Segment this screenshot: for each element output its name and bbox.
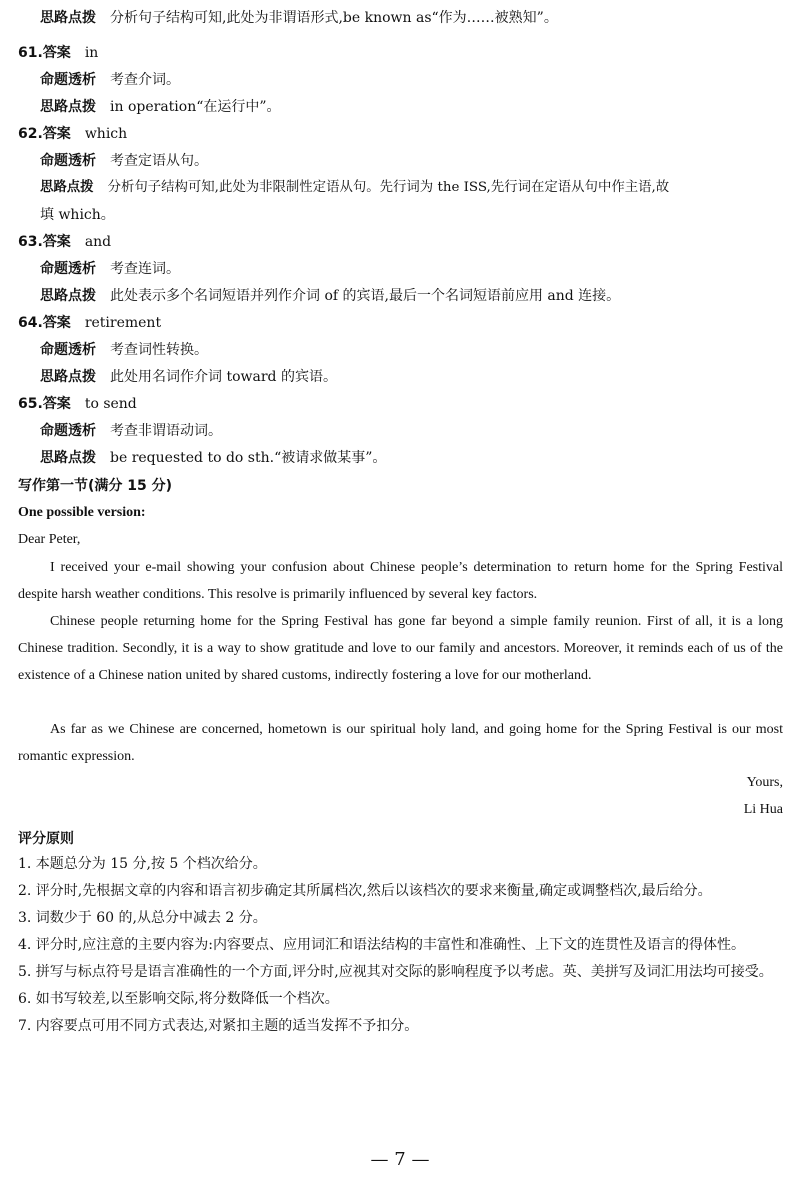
answer-text: to send xyxy=(84,396,137,412)
writing-section-title: 写作第一节(满分 15 分) xyxy=(18,478,173,494)
answer-line-62 xyxy=(18,124,127,144)
analysis-text: 分析句子结构可知,此处为非限制性定语从句。先行词为 the ISS,先行词在定语从句中作主语,故 xyxy=(107,180,670,195)
answer-label: 答案 xyxy=(42,396,71,412)
analysis-line-60 xyxy=(40,8,558,28)
insight-line-64 xyxy=(40,340,208,360)
question-number: 63. xyxy=(18,234,43,250)
answer-line-64 xyxy=(18,313,161,333)
question-number: 61. xyxy=(18,45,43,61)
rule-2: 2. 评分时,先根据文章的内容和语言初步确定其所属档次,然后以该档次的要求来衡量,确定或调整档次,最后给分。 xyxy=(18,883,712,899)
paragraph-text: I received your e-mail showing your confusion about Chinese people’s determination to return home for the Spring Festival despite harsh weather conditions. This resolve is primarily influenced by several key factors. xyxy=(18,560,783,602)
analysis-text: 分析句子结构可知,此处为非谓语形式,be known as“作为……被熟知”。 xyxy=(110,10,558,26)
insight-label: 命题透析 xyxy=(40,342,96,358)
insight-label: 命题透析 xyxy=(40,153,96,169)
insight-line-61 xyxy=(40,70,180,90)
analysis-line-64 xyxy=(40,367,337,387)
rule-5: 5. 拼写与标点符号是语言准确性的一个方面,评分时,应视其对交际的影响程度予以考虑。英、美拼写及词汇用法均可接受。 xyxy=(18,964,773,980)
answer-label: 答案 xyxy=(42,126,71,142)
question-number: 64. xyxy=(18,315,43,331)
essay-paragraph-2 xyxy=(18,608,783,689)
rule-3: 3. 词数少于 60 的,从总分中减去 2 分。 xyxy=(18,910,267,926)
answer-line-65 xyxy=(18,394,137,414)
analysis-line-65 xyxy=(40,448,386,468)
insight-line-65 xyxy=(40,421,222,441)
analysis-label: 思路点拨 xyxy=(40,450,96,466)
question-number: 65. xyxy=(18,396,43,412)
insight-line-63 xyxy=(40,259,180,279)
answer-text: and xyxy=(84,234,112,250)
analysis-text: 此处表示多个名词短语并列作介词 of 的宾语,最后一个名词短语前应用 and 连接。 xyxy=(110,288,621,304)
rule-1: 1. 本题总分为 15 分,按 5 个档次给分。 xyxy=(18,856,267,872)
rule-7: 7. 内容要点可用不同方式表达,对紧扣主题的适当发挥不予扣分。 xyxy=(18,1018,419,1034)
grading-title: 评分原则 xyxy=(18,831,74,847)
grading-rules xyxy=(18,851,783,1040)
analysis-label: 思路点拨 xyxy=(40,99,96,115)
answer-label: 答案 xyxy=(42,315,71,331)
analysis-line-61 xyxy=(40,97,281,117)
insight-text: 考查定语从句。 xyxy=(110,153,208,169)
analysis-label: 思路点拨 xyxy=(40,288,96,304)
analysis-line-62-cont xyxy=(40,205,115,225)
analysis-label: 思路点拨 xyxy=(40,369,96,385)
answer-line-61 xyxy=(18,43,98,63)
insight-label: 命题透析 xyxy=(40,423,96,439)
salutation: Dear Peter, xyxy=(18,532,81,547)
analysis-text: in operation“在运行中”。 xyxy=(110,99,281,115)
rule-4: 4. 评分时,应注意的主要内容为:内容要点、应用词汇和语法结构的丰富性和准确性、上下文的连贯性及语言的得体性。 xyxy=(18,937,745,953)
answer-text: retirement xyxy=(84,315,162,331)
paragraph-text: As far as we Chinese are concerned, hometown is our spiritual holy land, and going home for the Spring Festival is our most romantic expression. xyxy=(18,722,783,764)
insight-line-62 xyxy=(40,151,208,171)
signature: Li Hua xyxy=(743,802,783,817)
analysis-label: 思路点拨 xyxy=(40,180,94,195)
analysis-label: 思路点拨 xyxy=(40,10,96,26)
analysis-text: be requested to do sth.“被请求做某事”。 xyxy=(110,450,387,466)
answer-label: 答案 xyxy=(42,45,71,61)
analysis-text: 此处用名词作介词 toward 的宾语。 xyxy=(110,369,337,385)
closing: Yours, xyxy=(746,775,783,790)
answer-label: 答案 xyxy=(42,234,71,250)
insight-text: 考查介词。 xyxy=(110,72,180,88)
analysis-line-63 xyxy=(40,286,620,306)
answer-text: in xyxy=(84,45,99,61)
insight-text: 考查词性转换。 xyxy=(110,342,208,358)
answer-line-63 xyxy=(18,232,111,252)
essay-paragraph-3 xyxy=(18,716,783,770)
insight-label: 命题透析 xyxy=(40,261,96,277)
page-number: — 7 — xyxy=(370,1149,430,1170)
insight-text: 考查连词。 xyxy=(110,261,180,277)
question-number: 62. xyxy=(18,126,43,142)
version-label: One possible version: xyxy=(18,505,146,520)
insight-label: 命题透析 xyxy=(40,72,96,88)
rule-6: 6. 如书写较差,以至影响交际,将分数降低一个档次。 xyxy=(18,991,339,1007)
insight-text: 考查非谓语动词。 xyxy=(110,423,222,439)
analysis-text-cont: 填 which。 xyxy=(40,207,115,223)
essay-paragraph-1 xyxy=(18,554,783,608)
answer-text: which xyxy=(84,126,128,142)
paragraph-text: Chinese people returning home for the Spring Festival has gone far beyond a simple family reunion. First of all, it is a long Chinese tradition. Secondly, it is a way to show gratitude and love to our family and ancestors. Moreover, it reminds each of us of the existence of a Chinese nation united by shared customs, indirectly fostering a love for our motherland. xyxy=(18,614,783,683)
analysis-line-62 xyxy=(40,178,669,198)
